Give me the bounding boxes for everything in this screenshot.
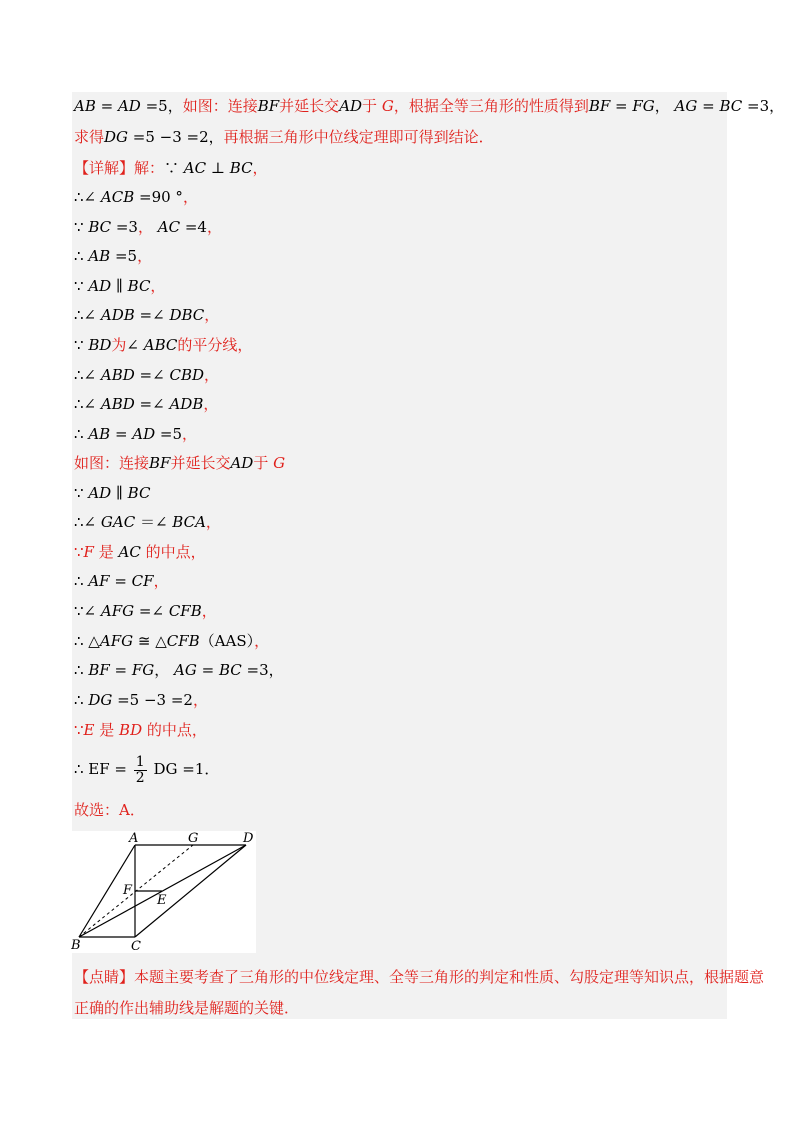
solution-line: AB = AD =5，如图：连接BF并延长交AD于 G，根据全等三角形的性质得到BF = FG， AG = BC =3， <box>74 97 785 115</box>
solution-line: ∵ AD ∥ BC <box>74 484 151 502</box>
solution-line: ∴ △AFG ≅ △CFB（AAS）， <box>74 632 270 650</box>
label-G: G <box>188 831 199 846</box>
solution-line: ∴∠ ACB =90 °， <box>74 188 198 206</box>
ef-equation-line: ∴ EF = $\frac{1}{2}$ DG =1． <box>74 753 220 786</box>
label-C: C <box>131 939 141 953</box>
solution-line: 求得DG =5 −3 =2，再根据三角形中位线定理即可得到结论． <box>74 128 494 146</box>
solution-line: ∴ DG =5 −3 =2， <box>74 691 208 709</box>
solution-line: 如图：连接BF并延长交AD于 G <box>74 454 286 472</box>
label-E: E <box>157 893 167 908</box>
comment-line-1: 【点睛】本题主要考查了三角形的中位线定理、全等三角形的判定和性质、勾股定理等知识点，根据题意 <box>74 968 765 986</box>
label-B: B <box>71 938 81 953</box>
solution-line: ∴ AF = CF， <box>74 572 169 590</box>
solution-line: ∵ AD ∥ BC， <box>74 277 166 295</box>
solution-line: ∴ AB = AD =5， <box>74 425 198 443</box>
solution-line: ∴∠ ABD =∠ ADB， <box>74 395 219 413</box>
segment-BG-dashed <box>79 845 193 937</box>
solution-line: ∴∠ ABD =∠ CBD， <box>74 366 220 384</box>
solution-line: ∵∠ AFG =∠ CFB， <box>74 602 217 620</box>
solution-line: ∵F 是 AC 的中点， <box>74 543 206 561</box>
label-D: D <box>243 831 254 846</box>
label-A: A <box>129 831 139 846</box>
solution-line: ∴ BF = FG， AG = BC =3， <box>74 661 284 679</box>
label-F: F <box>123 883 133 898</box>
solution-line: ∵E 是 BD 的中点， <box>74 721 207 739</box>
solution-line: ∵ BC =3， AC =4， <box>74 218 222 236</box>
fraction: $\frac{1}{2}$ <box>135 753 145 786</box>
solution-line: ∴ AB =5， <box>74 247 153 265</box>
detail-heading-line: 【详解】解：∵ AC ⊥ BC， <box>74 159 268 177</box>
solution-line: ∴∠ ADB =∠ DBC， <box>74 306 220 324</box>
geometry-figure <box>71 831 256 953</box>
segment-BD <box>79 845 246 937</box>
comment-line-2: 正确的作出辅助线是解题的关键． <box>74 999 300 1017</box>
solution-line: ∴∠ GAC ＝∠ BCA， <box>74 513 221 531</box>
solution-line: ∵ BD为∠ ABC的平分线， <box>74 336 253 354</box>
answer-line: 故选：A． <box>74 801 145 819</box>
